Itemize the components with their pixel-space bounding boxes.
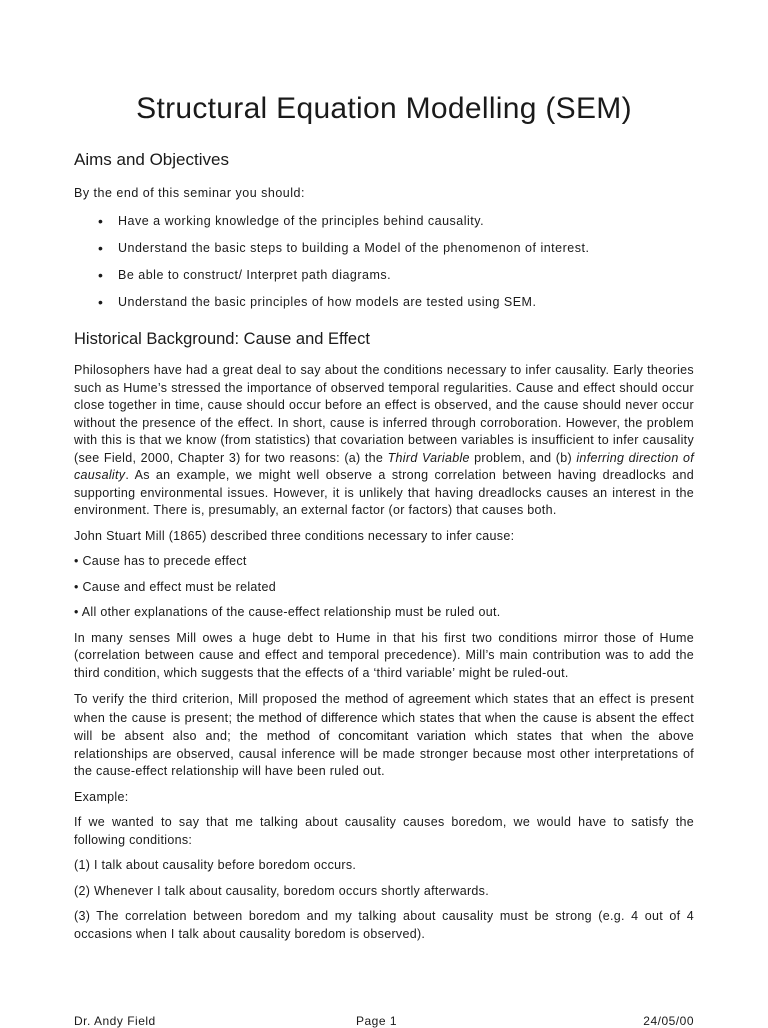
example-label: Example: [74,789,129,804]
text-span: which states that an effect is present when the cause is present; [74,692,695,725]
term-concomitant: method of concomitant variation [266,728,466,743]
paragraph-hume: In many senses Mill owes a huge debt to Hume in that his first two conditions mirror those of Hume (correlation between cause and effect and temporal precedence). Mill’s main contribution was to add the third condition, which suggests that the effects of a ‘third variable’ might be ruled-out. [74,630,694,680]
document-title: Structural Equation Modelling (SEM) [136,92,632,125]
list-item: • All other explanations of the cause-effect relationship must be ruled out. [74,605,501,619]
footer-author: Dr. Andy Field [74,1014,156,1028]
aims-heading: Aims and Objectives [74,150,229,169]
text-span: which states that when the above relationships are observed, causal inference will be made stronger because most other interpretations of the cause-effect relationship will have been ruled out. [74,729,694,778]
text-span: To verify the third criterion, Mill proposed the [74,692,345,706]
body-text [74,362,694,951]
list-item: • Cause and effect must be related [74,579,276,594]
text-span: which states that when the cause is absent the effect will be absent also and; the [74,710,694,743]
history-heading: Historical Background: Cause and Effect [74,330,370,348]
list-item: • Be able to construct/ Interpret path diagrams. [74,268,589,295]
text-span: . As an example, we might well observe a strong correlation between having dreadlocks and supporting environmental issues. However, it is unlikely that having dreadlocks causes an interest in the environment. There is, presumably, an external factor (or factors) that causes both. [74,468,694,517]
list-item: • Cause has to precede effect [74,554,247,568]
footer-page-number: Page 1 [356,1014,398,1028]
list-item: • Have a working knowledge of the principles behind causality. [74,214,589,241]
list-item: (2) Whenever I talk about causality, boredom occurs shortly afterwards. [74,883,489,898]
footer-date: 24/05/00 [643,1014,694,1028]
list-item: • Understand the basic steps to building a Model of the phenomenon of interest. [74,241,589,268]
text-span: Philosophers have had a great deal to say about the conditions necessary to infer causality. Early theories such as Hume’s stressed the importance of observed temporal regularities. Cause and effect should occur close together in time, cause should occur before an effect is observed, and the cause should never occur without the presence of the effect. In short, cause is inferred through corroboration. However, the problem with this is that we know (from statistics) that covariation between variables is insufficient to infer causality (see Field, 2000, Chapter 3) for two reasons: (a) the [74,363,694,465]
objectives-list [74,214,589,322]
list-item: (3) The correlation between boredom and my talking about causality must be strong (e.g. 4 out of 4 occasions when I talk about causality boredom is observed). [74,909,694,941]
objectives-intro: By the end of this seminar you should: [74,186,305,200]
mill-intro: John Stuart Mill (1865) described three conditions necessary to infer cause: [74,528,515,543]
paragraph-causality [74,362,694,520]
term-agreement: method of agreement [344,691,471,706]
term-difference: the method of difference [236,709,378,725]
paragraph-verify [74,690,694,781]
emphasis-third-variable: Third Variable [387,450,470,465]
text-span: problem, and (b) [469,450,577,465]
example-intro: If we wanted to say that me talking about causality causes boredom, we would have to satisfy the following conditions: [74,815,694,847]
emphasis-inferring: inferring direction of causality [74,450,694,482]
list-item: • Understand the basic principles of how models are tested using SEM. [74,295,589,322]
list-item: (1) I talk about causality before boredom occurs. [74,858,357,872]
